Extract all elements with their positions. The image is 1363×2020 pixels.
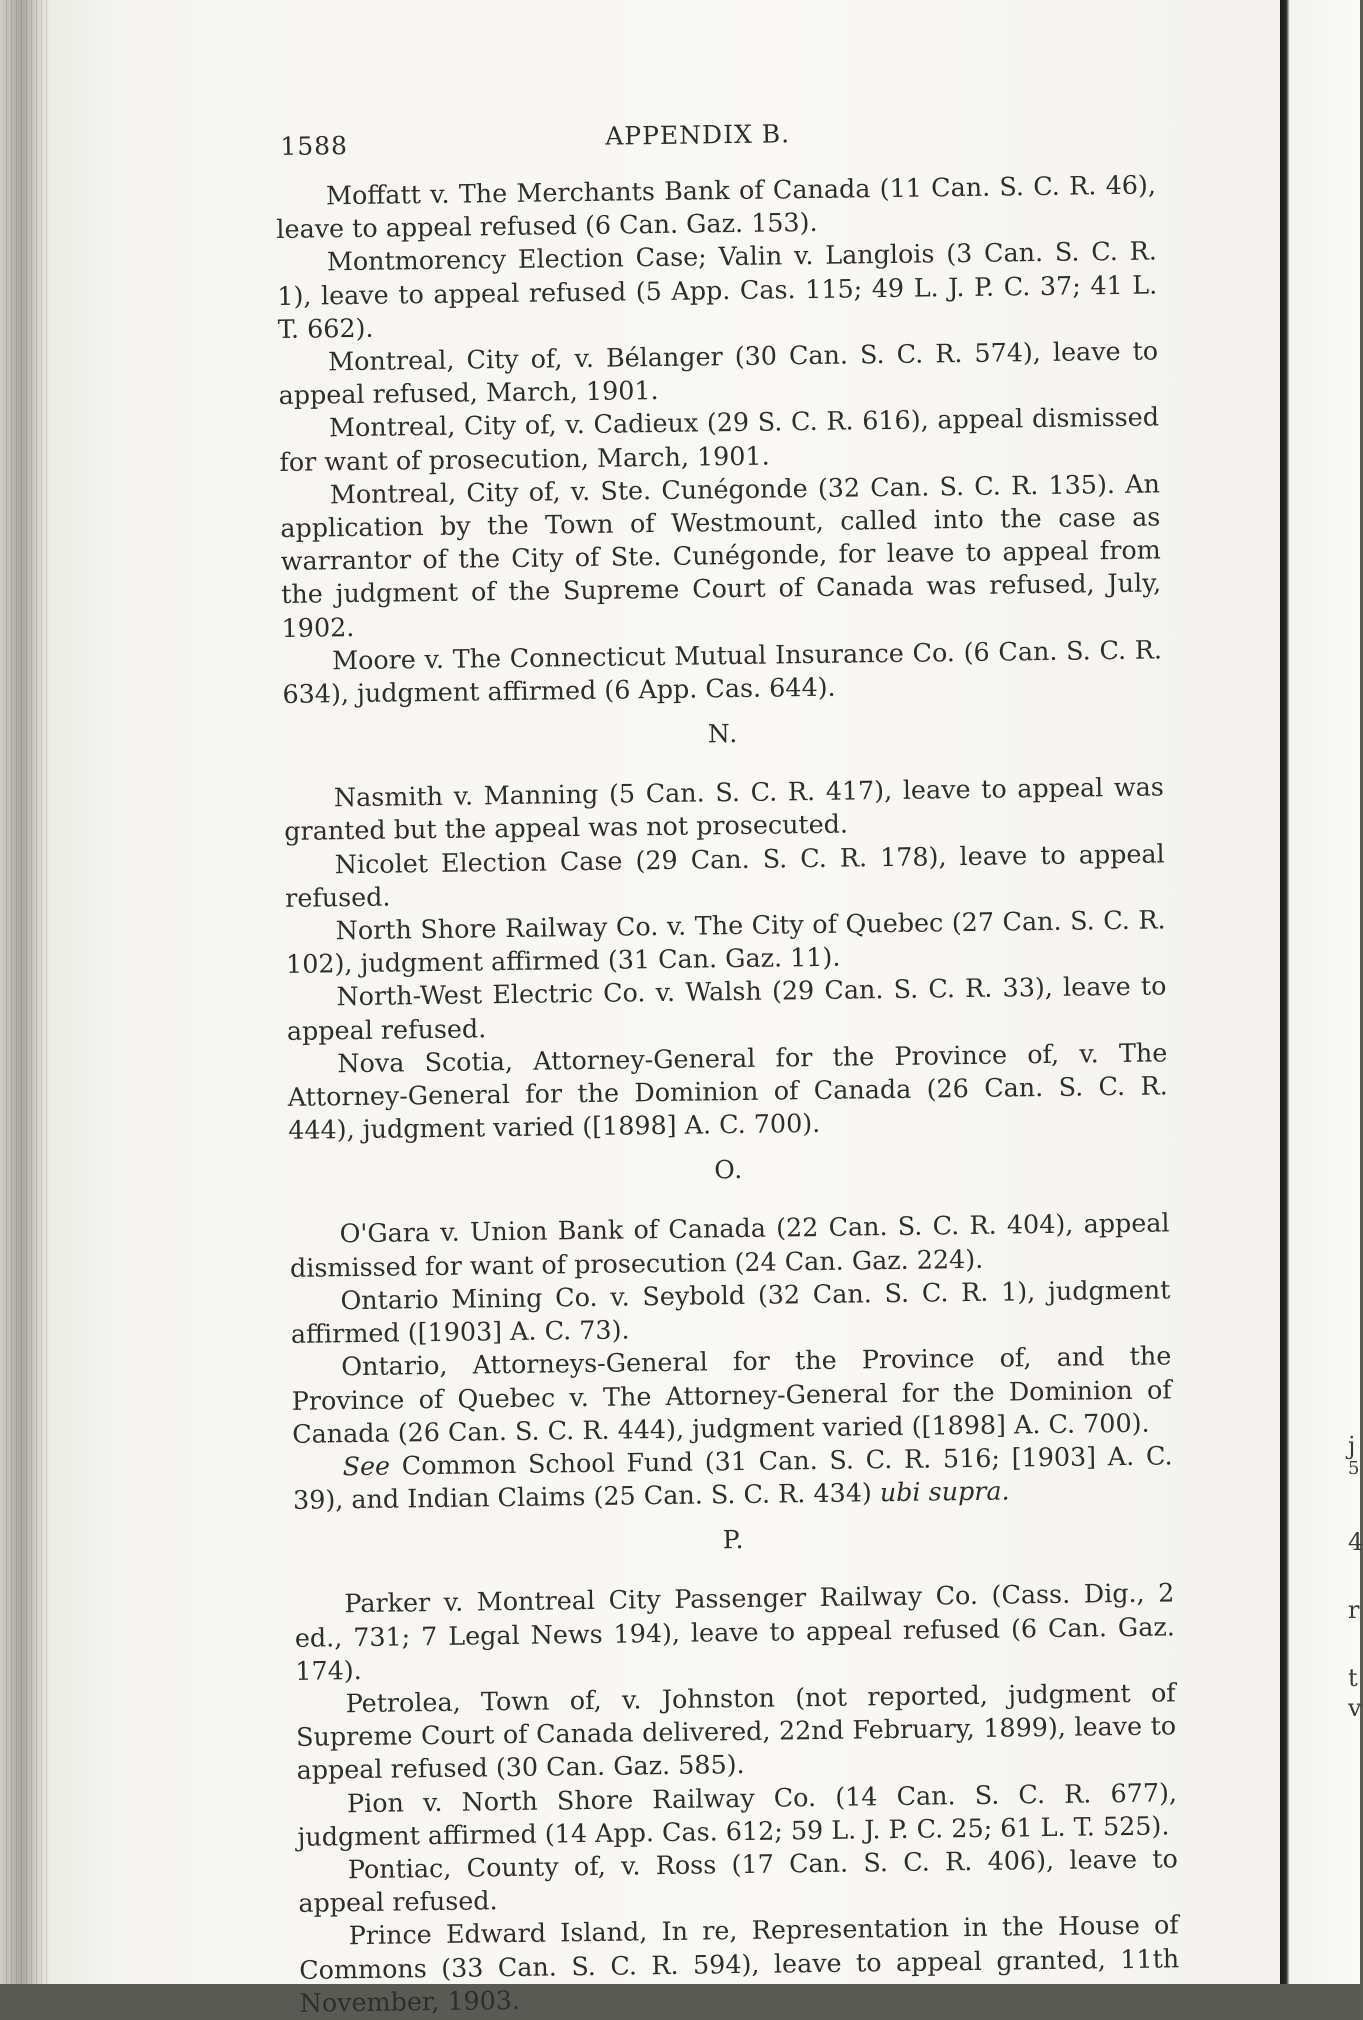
entries-n [284, 771, 1169, 1148]
see-also-entry [292, 1439, 1173, 1517]
entries-o [289, 1207, 1173, 1517]
case-entry: Moffatt v. The Merchants Bank of Canada (11 Can. S. C. R. 46), leave to appeal refused (6 Can. Gaz. 153). [276, 169, 1157, 245]
page-edges [6, 0, 54, 1984]
ubi-supra: ubi supra. [879, 1475, 1010, 1508]
entries-m [276, 168, 1163, 711]
case-entry: Parker v. Montreal City Passenger Railway Co. (Cass. Dig., 2 ed., 731; 7 Legal News 194), leave to appeal refused (6 Can. Gaz. 174). [294, 1577, 1175, 1686]
case-entry: Montreal, City of, v. Ste. Cunégonde (32 Can. S. C. R. 135). An application by the Town of Westmount, called into the case as warrantor of the City of Ste. Cunégonde, for leave to appeal from the judgment of the Supreme Court of Canada was refused, July, 1902. [280, 468, 1162, 643]
running-head: APPENDIX B. [605, 119, 791, 151]
facing-page-fragment: r [1348, 1596, 1360, 1624]
case-entry: North-West Electric Co. v. Walsh (29 Can. S. C. R. 33), leave to appeal refused. [286, 970, 1167, 1046]
case-entry: Moore v. The Connecticut Mutual Insurance Co. (6 Can. S. C. R. 634), judgment affirmed (6 App. Cas. 644). [282, 634, 1163, 709]
section-heading-p: P. [722, 1525, 745, 1555]
facing-page-fragment: j [1348, 1432, 1356, 1460]
case-entry: Petrolea, Town of, v. Johnston (not reported, judgment of Supreme Court of Canada delivered, 22nd February, 1899), leave to appeal refused (30 Can. Gaz. 585). [295, 1677, 1177, 1786]
entries-p [294, 1577, 1180, 2020]
case-entry: Nova Scotia, Attorney-General for the Province of, v. The Attorney-General for the Dominion of Canada (26 Can. S. C. R. 444), judgment varied ([1898] A. C. 700). [287, 1037, 1168, 1146]
see-label: See [342, 1450, 391, 1482]
facing-page-fragment: 5 [1348, 1458, 1360, 1479]
case-entry: Prince Edward Island, In re, Representation in the House of Commons (33 Can. S. C. R. 594), leave to appeal granted, 11th November, 1903. [299, 1909, 1180, 2018]
case-entry: North Shore Railway Co. v. The City of Quebec (27 Can. S. C. R. 102), judgment affirmed (31 Can. Gaz. 11). [285, 904, 1166, 980]
case-entry: Nasmith v. Manning (5 Can. S. C. R. 417), leave to appeal was granted but the appeal was not prosecuted. [284, 771, 1164, 847]
case-entry: Pontiac, County of, v. Ross (17 Can. S. C. R. 406), leave to appeal refused. [298, 1843, 1179, 1918]
page-header [275, 108, 1156, 168]
case-entry: Ontario, Attorneys-General for the Province of, and the Province of Quebec v. The Attorney-General for the Dominion of Canada (26 Can. S. C. R. 444), judgment varied ([1898] A. C. 700). [291, 1340, 1172, 1449]
page-text [275, 108, 1180, 2019]
facing-page-fragment: 4 [1348, 1528, 1363, 1556]
case-entry: O'Gara v. Union Bank of Canada (22 Can. S. C. R. 404), appeal dismissed for want of prosecution (24 Can. Gaz. 224). [289, 1207, 1170, 1283]
section-heading-o: O. [714, 1155, 744, 1185]
facing-page-fragment: v [1348, 1694, 1362, 1722]
case-entry: Ontario Mining Co. v. Seybold (32 Can. S. C. R. 1), judgment affirmed ([1903] A. C. 73). [290, 1274, 1171, 1349]
facing-page-fragment: t [1348, 1664, 1358, 1692]
section-heading-n: N. [707, 719, 739, 749]
page-number: 1588 [280, 131, 349, 161]
case-entry: Nicolet Election Case (29 Can. S. C. R. 178), leave to appeal refused. [284, 838, 1165, 913]
case-entry: Pion v. North Shore Railway Co. (14 Can. S. C. R. 677), judgment affirmed (14 App. Cas. 612; 59 L. J. P. C. 25; 61 L. T. 525). [297, 1776, 1178, 1852]
see-text: Common School Fund (31 Can. S. C. R. 516; [1903] A. C. 39), and Indian Claims (25 Can. S. C. R. 434) [292, 1440, 1173, 1515]
case-entry: Montreal, City of, v. Bélanger (30 Can. S. C. R. 574), leave to appeal refused, March, 1901. [278, 335, 1159, 411]
case-entry: Montmorency Election Case; Valin v. Langlois (3 Can. S. C. R. 1), leave to appeal refused (5 App. Cas. 115; 49 L. J. P. C. 37; 41 L. T. 662). [277, 235, 1158, 344]
case-entry: Montreal, City of, v. Cadieux (29 S. C. R. 616), appeal dismissed for want of prosecution, March, 1901. [279, 401, 1160, 477]
